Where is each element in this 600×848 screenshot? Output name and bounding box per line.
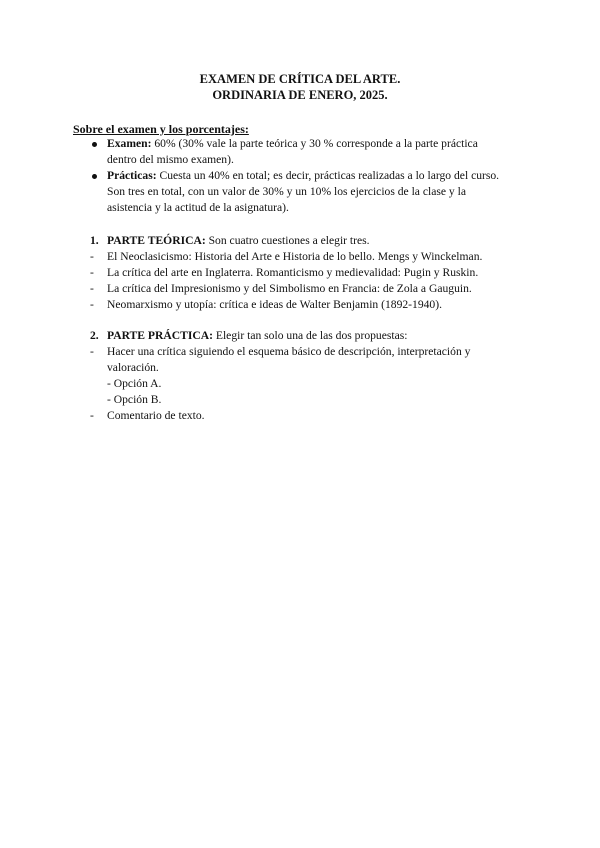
list-item: El Neoclasicismo: Historia del Arte e Historia de lo bello. Mengs y Winckelman. <box>107 250 483 263</box>
bullet-dot <box>92 174 97 179</box>
dash-marker: - <box>90 250 94 263</box>
list-item-continuation: valoración. <box>107 361 159 374</box>
list-item: Hacer una crítica siguiendo el esquema básico de descripción, interpretación y <box>107 345 471 358</box>
option-b: - Opción B. <box>107 393 162 406</box>
bullet-label-practicas: Prácticas: <box>107 169 157 182</box>
section-number-2: 2. <box>90 329 99 342</box>
section-number-1: 1. <box>90 234 99 247</box>
bullet-item-exam <box>107 136 478 152</box>
section-label: PARTE TEÓRICA: <box>107 234 206 247</box>
document-title: EXAMEN DE CRÍTICA DEL ARTE. <box>199 72 401 86</box>
option-a: - Opción A. <box>107 377 162 390</box>
bullet-text-continuation: asistencia y la actitud de la asignatura). <box>107 201 289 214</box>
dash-marker: - <box>90 345 94 358</box>
section-text: Elegir tan solo una de las dos propuestas: <box>212 329 408 342</box>
bullet-text: Cuesta un 40% en total; es decir, prácticas realizadas a lo largo del curso. <box>156 169 500 182</box>
bullet-dot <box>92 142 97 147</box>
bullet-text-continuation: dentro del mismo examen). <box>107 153 234 166</box>
dash-marker: - <box>90 298 94 311</box>
bullet-text: 60% (30% vale la parte teórica y 30 % corresponde a la parte práctica <box>151 137 478 150</box>
dash-marker: - <box>90 409 94 422</box>
dash-marker: - <box>90 282 94 295</box>
bullet-label-exam: Examen: <box>107 137 152 150</box>
bullet-item-practicas <box>107 168 499 184</box>
bullet-text-continuation: Son tres en total, con un valor de 30% y un 10% los ejercicios de la clase y la <box>107 185 466 198</box>
section-heading-part1 <box>107 233 370 249</box>
section-heading-part2 <box>107 328 407 344</box>
list-item: Neomarxismo y utopía: crítica e ideas de Walter Benjamin (1892-1940). <box>107 298 442 311</box>
document-subtitle: ORDINARIA DE ENERO, 2025. <box>212 88 388 102</box>
section-label: PARTE PRÁCTICA: <box>107 329 213 342</box>
list-item: La crítica del arte en Inglaterra. Romanticismo y medievalidad: Pugin y Ruskin. <box>107 266 479 279</box>
section-heading-about: Sobre el examen y los porcentajes: <box>73 122 249 136</box>
list-item: Comentario de texto. <box>107 409 205 422</box>
dash-marker: - <box>90 266 94 279</box>
list-item: La crítica del Impresionismo y del Simbolismo en Francia: de Zola a Gauguin. <box>107 282 472 295</box>
section-text: Son cuatro cuestiones a elegir tres. <box>205 234 370 247</box>
